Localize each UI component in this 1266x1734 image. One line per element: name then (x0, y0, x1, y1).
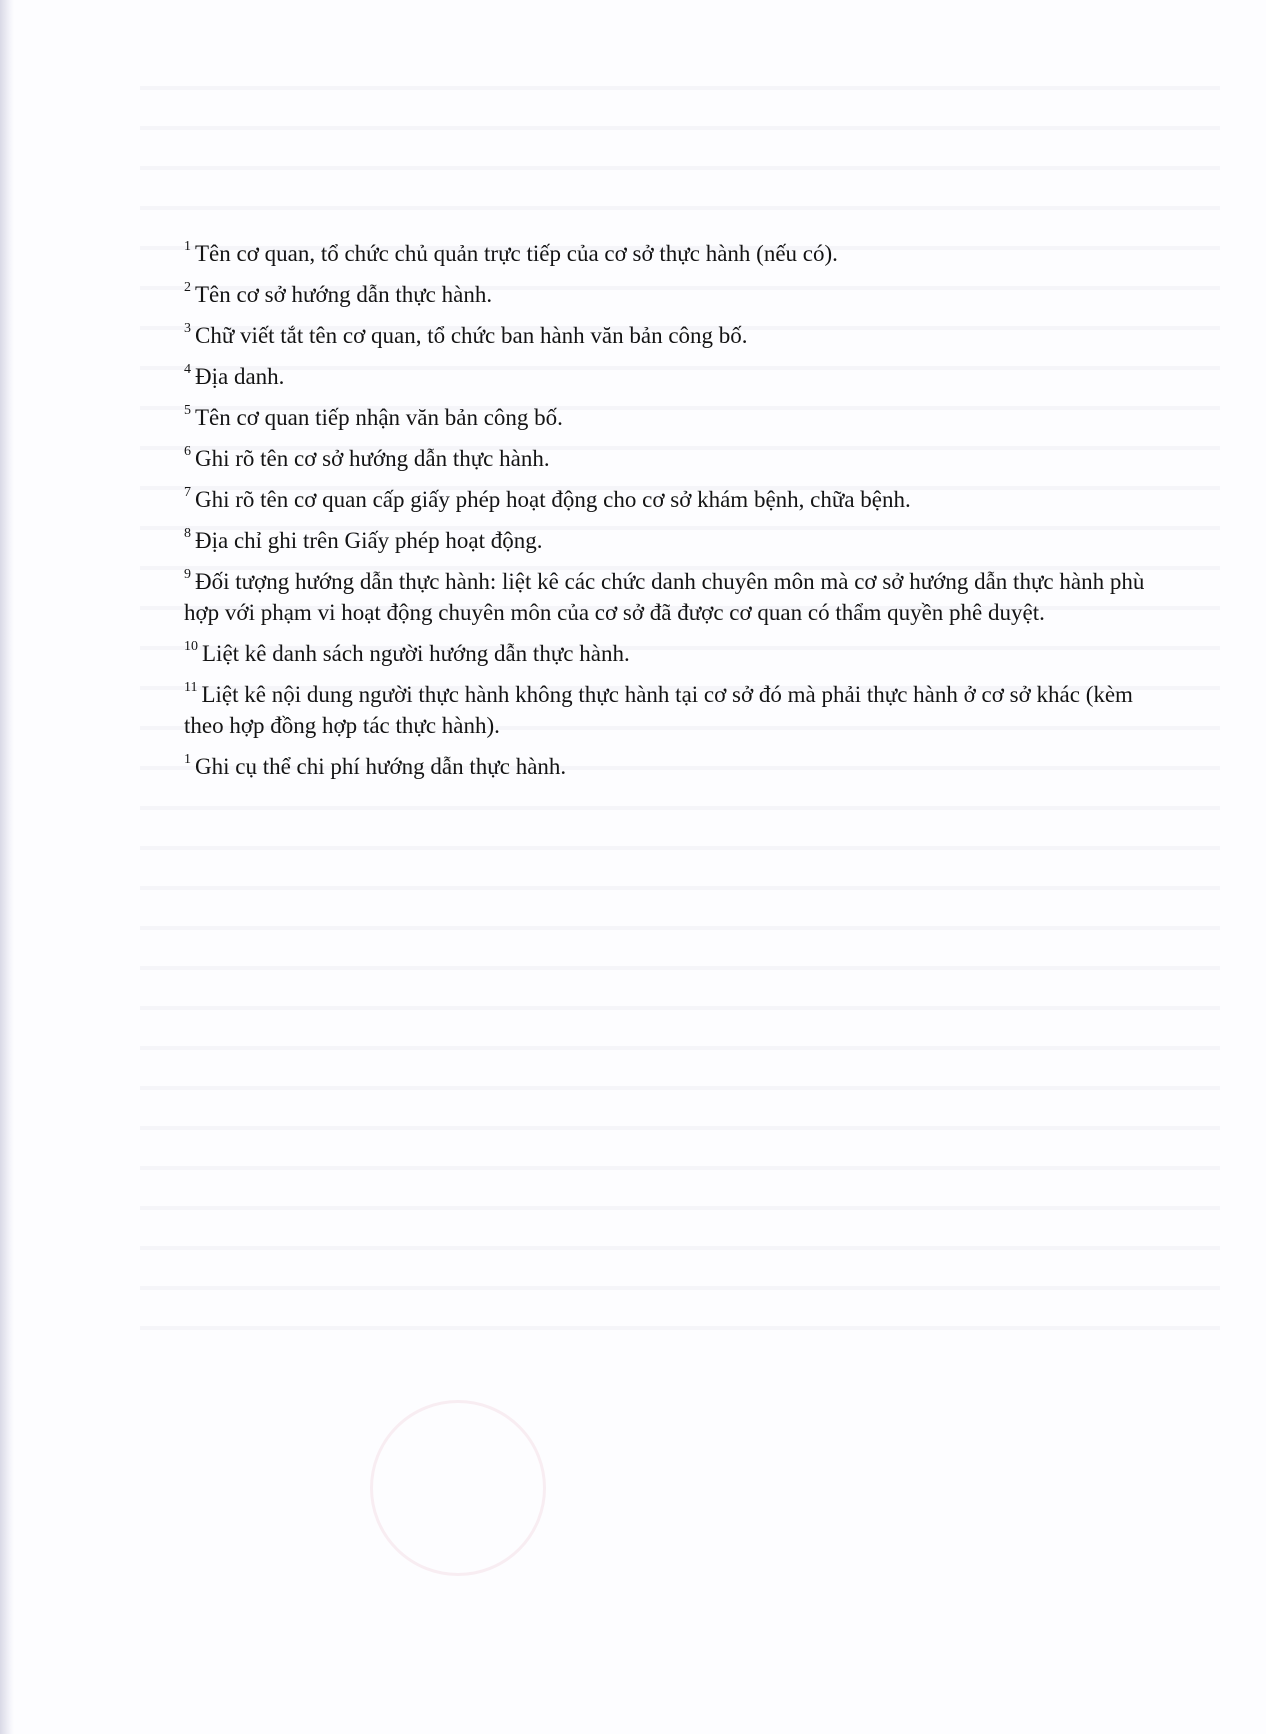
footnote-text: Liệt kê danh sách người hướng dẫn thực hành. (202, 641, 630, 666)
footnote-12 (184, 751, 1164, 782)
footnote-2 (184, 279, 1164, 310)
footnote-number: 1 (184, 239, 191, 255)
footnote-text: Ghi rõ tên cơ quan cấp giấy phép hoạt động cho cơ sở khám bệnh, chữa bệnh. (195, 487, 911, 512)
footnote-number: 1 (184, 752, 191, 768)
footnote-text: Địa chỉ ghi trên Giấy phép hoạt động. (195, 528, 543, 553)
footnote-number: 7 (184, 485, 191, 501)
stamp-bleed-through (370, 1400, 546, 1576)
footnote-number: 9 (184, 567, 191, 583)
footnote-text: Ghi rõ tên cơ sở hướng dẫn thực hành. (195, 446, 550, 471)
footnote-3 (184, 320, 1164, 351)
footnote-number: 5 (184, 403, 191, 419)
footnote-4 (184, 361, 1164, 392)
footnote-text: Tên cơ quan, tổ chức chủ quản trực tiếp của cơ sở thực hành (nếu có). (195, 241, 838, 266)
footnote-number: 11 (184, 680, 198, 696)
footnote-8 (184, 525, 1164, 556)
footnote-11 (184, 679, 1164, 741)
footnote-text: Tên cơ sở hướng dẫn thực hành. (195, 282, 493, 307)
footnote-number: 6 (184, 444, 191, 460)
footnote-10 (184, 638, 1164, 669)
footnote-7 (184, 484, 1164, 515)
footnote-5 (184, 402, 1164, 433)
footnote-number: 4 (184, 362, 191, 378)
footnote-text: Liệt kê nội dung người thực hành không thực hành tại cơ sở đó mà phải thực hành ở cơ sở khác (kèm theo hợp đồng hợp tác thực hành). (184, 682, 1133, 738)
footnote-list (184, 238, 1164, 792)
footnote-1 (184, 238, 1164, 269)
footnote-number: 2 (184, 280, 191, 296)
footnote-number: 3 (184, 321, 191, 337)
footnote-number: 8 (184, 526, 191, 542)
footnote-text: Địa danh. (195, 364, 285, 389)
footnote-text: Tên cơ quan tiếp nhận văn bản công bố. (195, 405, 563, 430)
footnote-9 (184, 566, 1164, 628)
footnote-text: Đối tượng hướng dẫn thực hành: liệt kê các chức danh chuyên môn mà cơ sở hướng dẫn thực hành phù hợp với phạm vi hoạt động chuyên môn của cơ sở đã được cơ quan có thẩm quyền phê duyệt. (184, 569, 1145, 625)
footnote-6 (184, 443, 1164, 474)
footnote-text: Chữ viết tắt tên cơ quan, tổ chức ban hành văn bản công bố. (195, 323, 748, 348)
footnote-number: 10 (184, 639, 198, 655)
footnote-text: Ghi cụ thể chi phí hướng dẫn thực hành. (195, 754, 567, 779)
scan-edge-shadow (0, 0, 14, 1734)
